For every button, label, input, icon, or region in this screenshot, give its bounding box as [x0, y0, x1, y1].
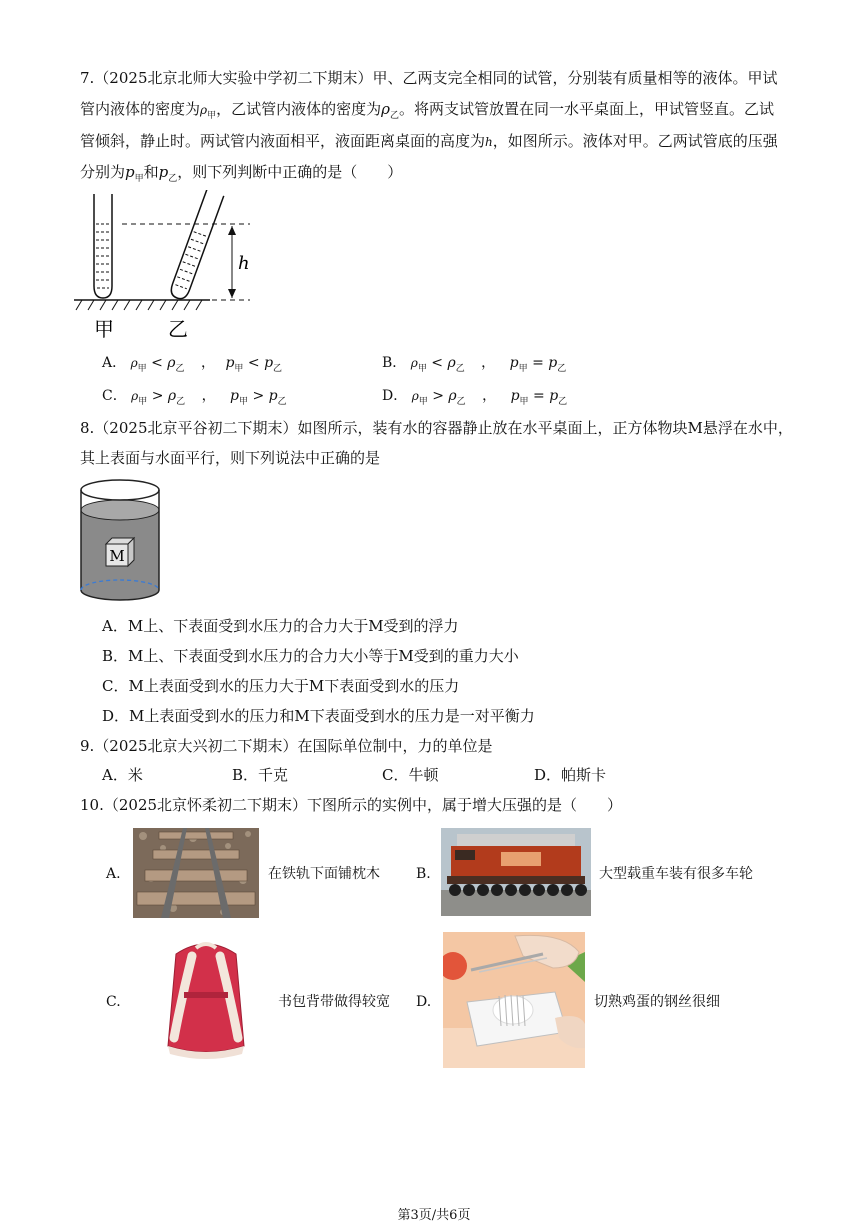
sub: 甲	[519, 396, 529, 407]
p-symbol: p	[230, 388, 240, 404]
p-symbol: p	[158, 163, 169, 181]
sub: 乙	[558, 396, 568, 407]
q10-option-d-caption: 切熟鸡蛋的钢丝很细	[594, 994, 720, 1010]
backpack-chest-strap	[184, 992, 228, 998]
sub: 甲	[417, 363, 427, 374]
separator: ，	[481, 355, 496, 371]
p-symbol: p	[125, 163, 135, 181]
sub: 甲	[418, 396, 428, 407]
q7-option-d[interactable]	[382, 386, 567, 412]
q7-option-c[interactable]	[102, 386, 287, 412]
truck-window	[455, 850, 475, 860]
q8-option-b[interactable]: B．M上、下表面受到水压力的合力大小等于M受到的重力大小	[102, 647, 519, 665]
rho-symbol: ρ	[130, 356, 138, 370]
sub: 乙	[455, 363, 465, 374]
q7-text: ，如图所示。液体对甲。乙两试管底的压强	[492, 132, 778, 150]
q8-option-d[interactable]: D．M上表面受到水的压力和M下表面受到水的压力是一对平衡力	[102, 707, 535, 725]
cargo-top	[457, 834, 575, 846]
operator: >	[252, 388, 265, 404]
sub: 乙	[456, 396, 466, 407]
sub-jia: 甲	[134, 174, 144, 184]
option-letter: C．	[102, 388, 127, 404]
p-symbol: p	[509, 355, 519, 371]
q10-option-c-letter[interactable]: C.	[106, 994, 121, 1010]
q7-text: 和	[143, 163, 159, 181]
tube-jia-label: 甲	[94, 317, 114, 340]
sub-yi: 乙	[168, 174, 178, 184]
page-footer: 第3页/共6页	[397, 1208, 471, 1223]
q10-option-c-caption: 书包背带做得较宽	[278, 994, 390, 1010]
sub: 乙	[557, 363, 567, 374]
separator: ，	[482, 388, 497, 404]
q8-line-2: 其上表面与水面平行，则下列说法中正确的是	[80, 449, 381, 467]
tube-jia	[94, 194, 112, 298]
container-rim	[81, 480, 159, 500]
operator: =	[533, 388, 545, 404]
q7-text: 分别为	[80, 163, 126, 181]
sub: 甲	[239, 396, 249, 407]
sub-jia: 甲	[207, 111, 217, 121]
q9-option-d[interactable]: D．帕斯卡	[534, 766, 607, 784]
sub-yi: 乙	[389, 111, 399, 121]
heavy-truck-image[interactable]	[441, 828, 591, 916]
operator: >	[151, 388, 164, 404]
sub: 甲	[234, 363, 244, 374]
cube-label: M	[109, 547, 125, 565]
sub: 乙	[176, 396, 186, 407]
separator: ，	[201, 388, 216, 404]
sub: 乙	[175, 363, 185, 374]
q10-option-a-letter[interactable]: A.	[106, 866, 121, 882]
p-symbol: p	[268, 388, 278, 404]
sub: 甲	[137, 363, 147, 374]
p-symbol: p	[549, 388, 559, 404]
sub: 甲	[518, 363, 528, 374]
p-symbol: p	[264, 355, 274, 371]
egg-slicer-image[interactable]	[443, 932, 585, 1068]
q8-option-a[interactable]: A．M上、下表面受到水压力的合力大于M受到的浮力	[102, 617, 459, 635]
rho-symbol: ρ	[200, 103, 208, 117]
rho-symbol: ρ	[167, 388, 177, 404]
rho-symbol: ρ	[411, 389, 419, 403]
q9-option-a[interactable]: A．米	[102, 766, 143, 784]
p-symbol: p	[510, 388, 520, 404]
p-symbol: p	[548, 355, 558, 371]
sub: 乙	[277, 396, 287, 407]
p-symbol: p	[225, 355, 235, 371]
sub: 乙	[273, 363, 283, 374]
rho-symbol: ρ	[167, 355, 176, 371]
truck-chassis	[447, 876, 585, 884]
q7-text: ，则下列判断中正确的是（ ）	[177, 163, 403, 181]
q9-option-b[interactable]: B．千克	[232, 766, 289, 784]
q7-line-2	[80, 99, 774, 126]
operator: >	[432, 388, 444, 404]
q8-container-figure	[78, 478, 162, 606]
operator: <	[431, 355, 444, 371]
q7-text: 。将两支试管放置在同一水平桌面上，甲试管竖直。乙试	[398, 100, 774, 118]
q7-test-tubes-figure	[74, 190, 264, 340]
q10-option-b-letter[interactable]: B.	[416, 866, 431, 882]
operator: <	[151, 355, 163, 371]
h-arrow-head-bottom	[228, 289, 236, 298]
operator: =	[532, 355, 544, 371]
h-label: h	[238, 253, 250, 274]
q8-option-c[interactable]: C．M上表面受到水的压力大于M下表面受到水的压力	[102, 677, 460, 695]
rho-symbol: ρ	[381, 100, 390, 118]
option-letter: A．	[102, 355, 127, 371]
q7-text: 管内液体的密度为	[80, 100, 201, 118]
truck-panel	[501, 852, 541, 866]
q7-line-1: 7.（2025北京北师大实验中学初二下期末）甲、乙两支完全相同的试管，分别装有质量相等的液体。甲试	[80, 69, 778, 87]
q7-option-b[interactable]	[382, 353, 566, 379]
table-hatching	[76, 300, 202, 310]
tube-yi-label: 乙	[168, 317, 188, 340]
q7-line-4	[80, 162, 402, 189]
rho-symbol: ρ	[131, 389, 139, 403]
q7-line-3	[80, 131, 778, 152]
q10-option-a-caption: 在铁轨下面铺枕木	[268, 866, 380, 882]
q9-option-c[interactable]: C．牛顿	[382, 766, 439, 784]
q9-line-1: 9.（2025北京大兴初二下期末）在国际单位制中，力的单位是	[80, 737, 493, 755]
q7-option-a[interactable]	[102, 353, 282, 379]
sub: 甲	[138, 396, 148, 407]
q10-option-b-caption: 大型载重车装有很多车轮	[599, 866, 753, 882]
h-symbol: h	[485, 135, 493, 149]
option-letter: B．	[382, 355, 407, 371]
q10-line-1: 10.（2025北京怀柔初二下期末）下图所示的实例中，属于增大压强的是（ ）	[80, 796, 623, 814]
rho-symbol: ρ	[448, 388, 457, 404]
tube-yi	[169, 190, 224, 301]
q8-line-1: 8.（2025北京平谷初二下期末）如图所示，装有水的容器静止放在水平桌面上，正方体物块M悬浮在水中，	[80, 419, 793, 437]
rho-symbol: ρ	[447, 355, 456, 371]
q7-text: 管倾斜，静止时。两试管内液面相平，液面距离桌面的高度为	[80, 132, 486, 150]
option-letter: D．	[382, 388, 408, 404]
water-surface	[81, 500, 159, 520]
tube-jia-liquid	[96, 224, 110, 288]
q10-option-d-letter[interactable]: D.	[416, 994, 432, 1010]
railway-sleepers-image[interactable]	[133, 828, 259, 918]
separator: ，	[201, 355, 215, 371]
backpack-image[interactable]	[146, 936, 266, 1064]
h-arrow-head-top	[228, 226, 236, 235]
rho-symbol: ρ	[410, 356, 418, 370]
q7-text: ，乙试管内液体的密度为	[216, 100, 382, 118]
operator: <	[247, 355, 260, 371]
